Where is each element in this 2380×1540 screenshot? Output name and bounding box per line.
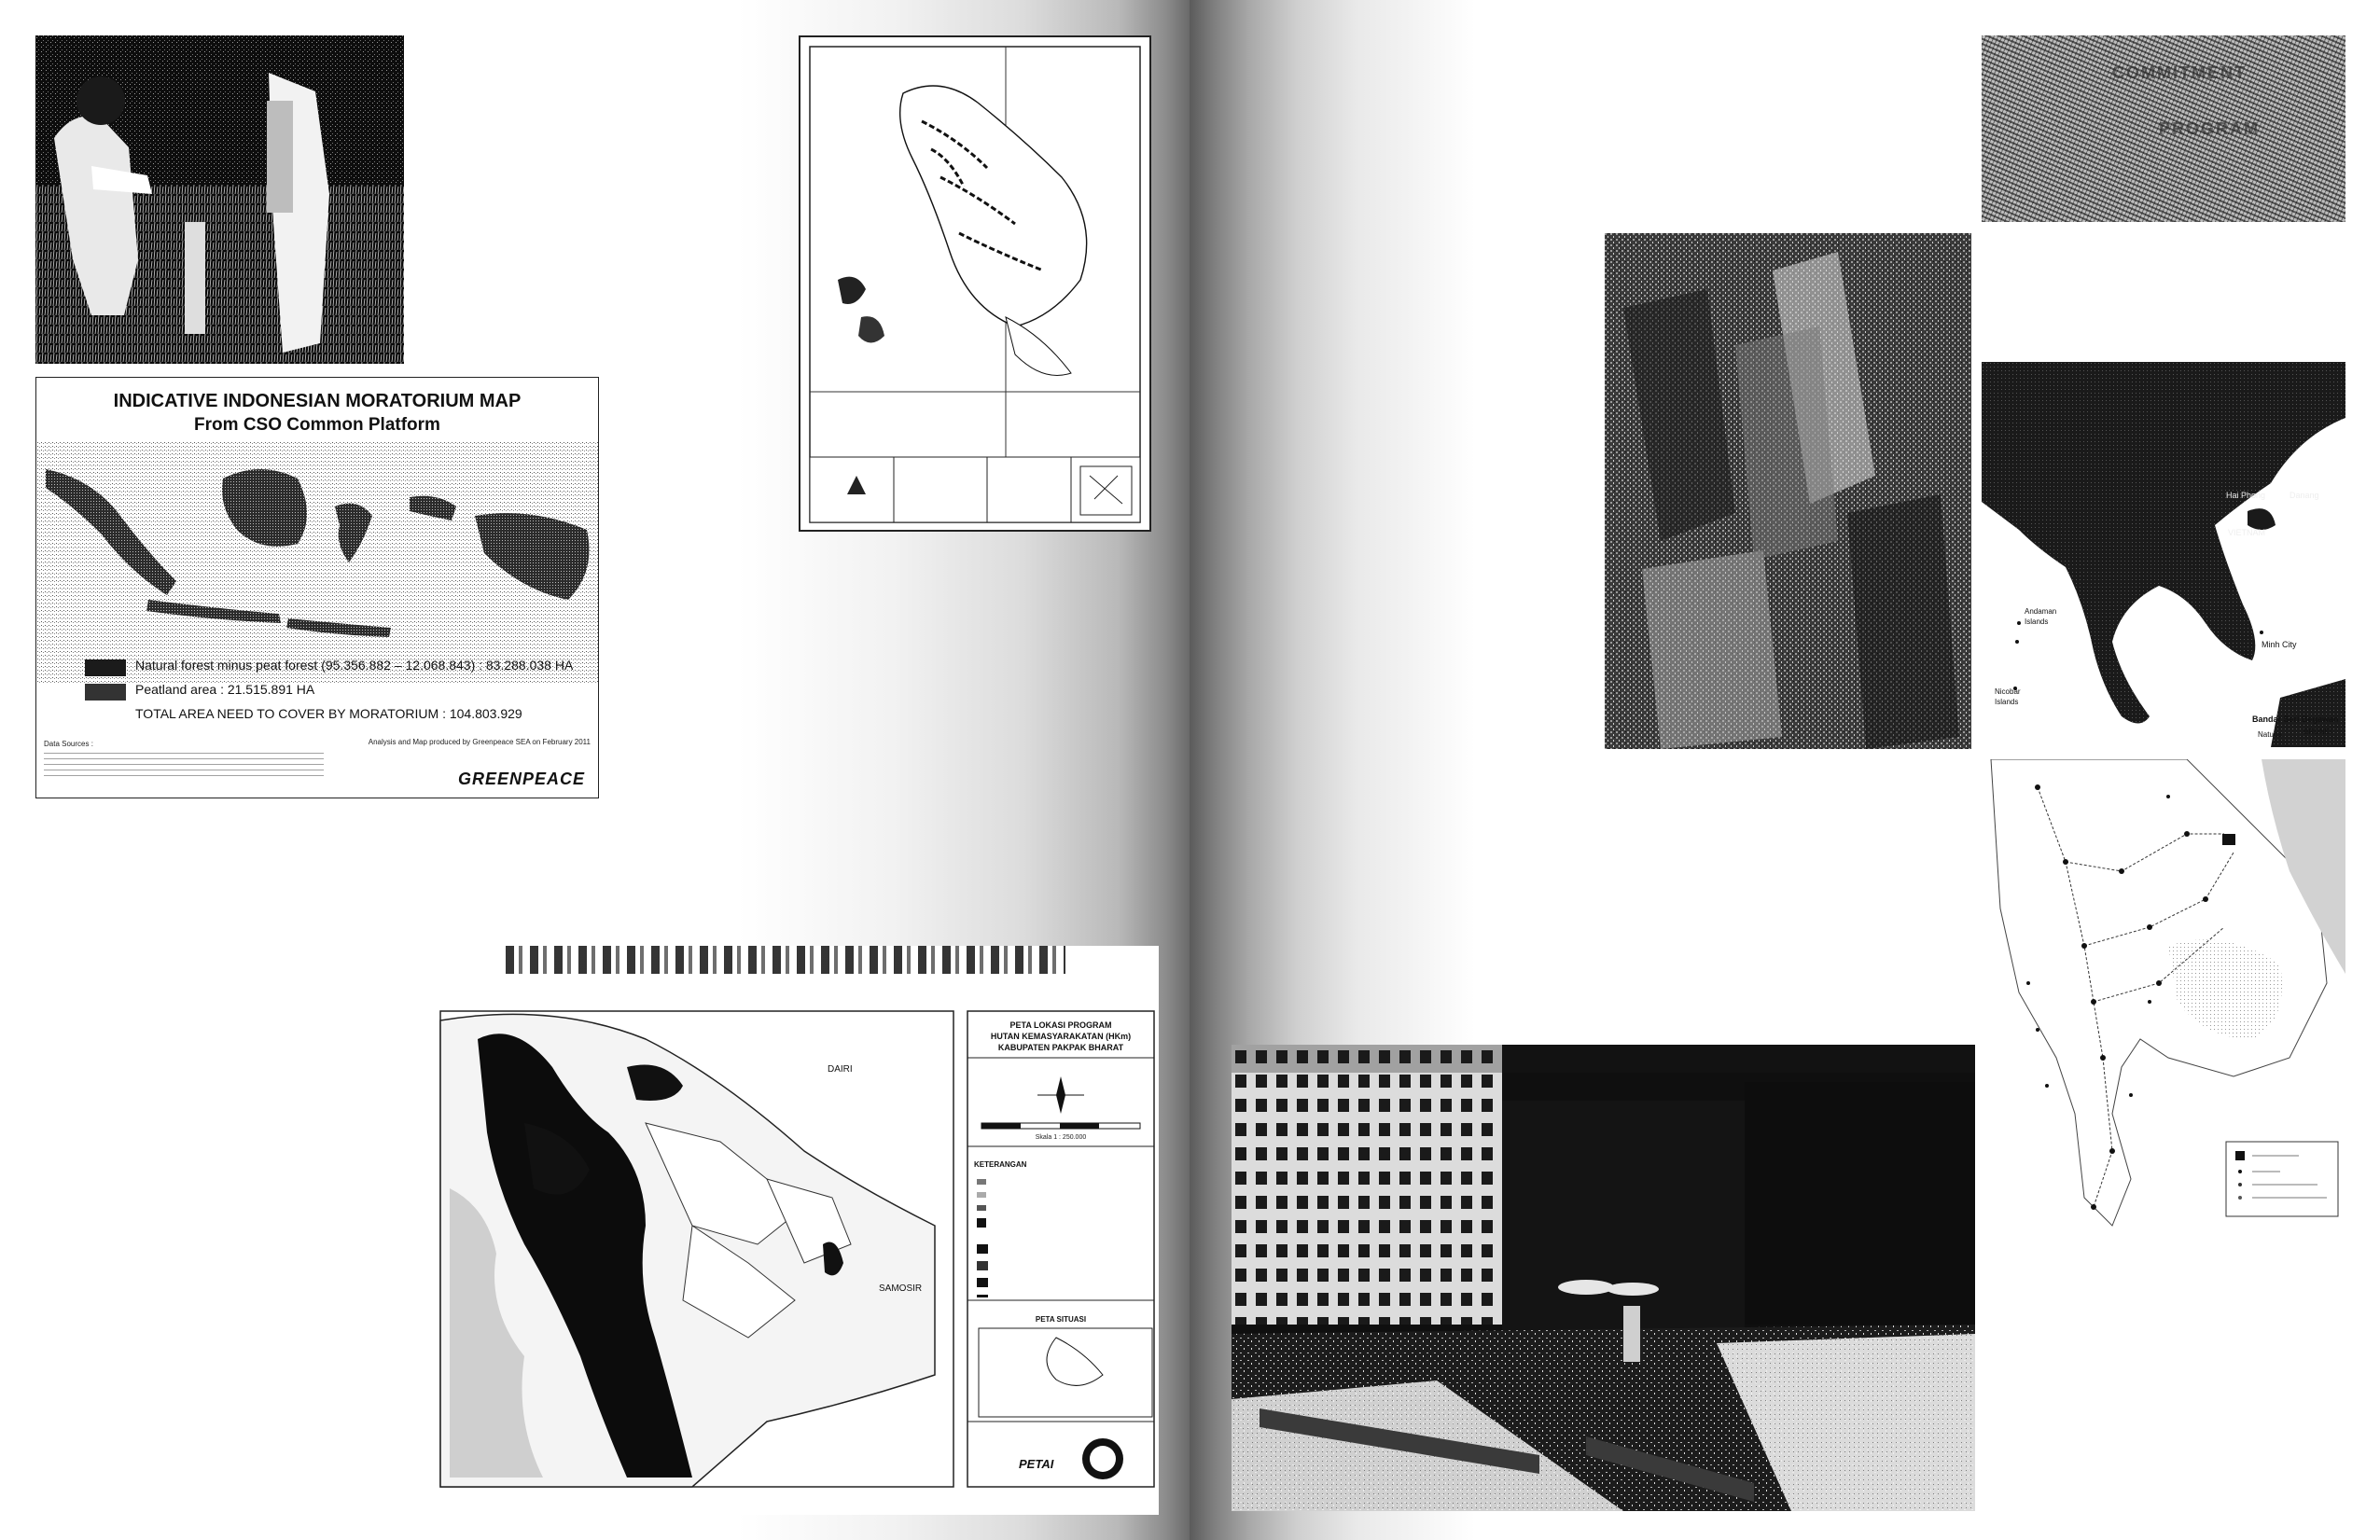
- rooftop-garden-photo: [1232, 1045, 1975, 1511]
- scan-strip: [506, 946, 1065, 974]
- aerial-city-image: [1605, 233, 1971, 749]
- hkm-map-graphic: [412, 983, 1159, 1515]
- hkm-situasi-heading: PETA SITUASI: [1035, 1315, 1087, 1324]
- sumatra-topo-graphic: [800, 37, 1149, 530]
- label-natuna: Natuna: [2258, 730, 2282, 739]
- data-sources-heading: Data Sources :: [44, 740, 93, 748]
- indonesia-map-graphic: [36, 441, 599, 684]
- label-vietnam: VIETNAM: [2228, 528, 2266, 537]
- moratorium-total: TOTAL AREA NEED TO COVER BY MORATORIUM : 104.803.929: [135, 706, 522, 721]
- footnote-lines: [44, 753, 324, 781]
- label-hai-phong: Hai Phong: [2226, 491, 2266, 500]
- label-nicobar: Nicobar Islands: [1995, 687, 2021, 706]
- field-photo-image: [35, 35, 404, 364]
- hkm-keterangan-heading: KETERANGAN: [974, 1160, 1027, 1169]
- moratorium-map-title: INDICATIVE INDONESIAN MORATORIUM MAP: [113, 391, 522, 411]
- hkm-title-line1: PETA LOKASI PROGRAM: [1009, 1020, 1112, 1030]
- label-brunei: BRUNEI: [2303, 728, 2332, 736]
- label-bandar-seri-begawan: Bandar Seri Begawan: [2252, 715, 2339, 724]
- legend-swatch-peat: [85, 684, 126, 701]
- hkm-title-line2: HUTAN KEMASYARAKATAN (HKm): [990, 1032, 1132, 1041]
- rooftop-garden-image: [1232, 1045, 1975, 1511]
- se-asia-map: [1982, 362, 2345, 747]
- moratorium-map: [35, 377, 599, 798]
- aerial-city-photo: [1605, 233, 1971, 749]
- samosir-label: SAMOSIR: [879, 1283, 923, 1294]
- label-andaman: Andaman Islands: [2025, 607, 2057, 626]
- commitment-header-block: [1982, 35, 2345, 222]
- moratorium-map-subtitle: From CSO Common Platform: [194, 415, 440, 435]
- label-danang: Danang: [2290, 491, 2319, 500]
- legend-label-peat: Peatland area : 21.515.891 HA: [135, 682, 315, 697]
- hkm-scale-label: Skala 1 : 250.000: [1035, 1134, 1087, 1141]
- indochina-network-graphic: [1982, 759, 2345, 1235]
- header-line-1: COMMITMENT: [2112, 63, 2247, 82]
- petai-logo: PETAI: [1019, 1457, 1054, 1471]
- sumatra-topo-map: [799, 35, 1151, 532]
- legend-label-forest: Natural forest minus peat forest (95.356.882 – 12.068.843) : 83.288.038 HA: [135, 658, 574, 673]
- hkm-title-line3: KABUPATEN PAKPAK BHARAT: [997, 1043, 1124, 1052]
- hkm-program-map: [412, 946, 1159, 1515]
- dairi-label: DAIRI: [828, 1064, 853, 1075]
- field-photo: [35, 35, 404, 364]
- map-credit: Analysis and Map produced by Greenpeace SEA on February 2011: [368, 738, 591, 746]
- header-line-2: PROGRAM: [2159, 119, 2260, 138]
- greenpeace-logo: GREENPEACE: [457, 770, 585, 788]
- indochina-network-map: [1982, 759, 2345, 1235]
- label-minh-city: Minh City: [2262, 640, 2297, 649]
- legend-swatch-forest: [85, 659, 126, 676]
